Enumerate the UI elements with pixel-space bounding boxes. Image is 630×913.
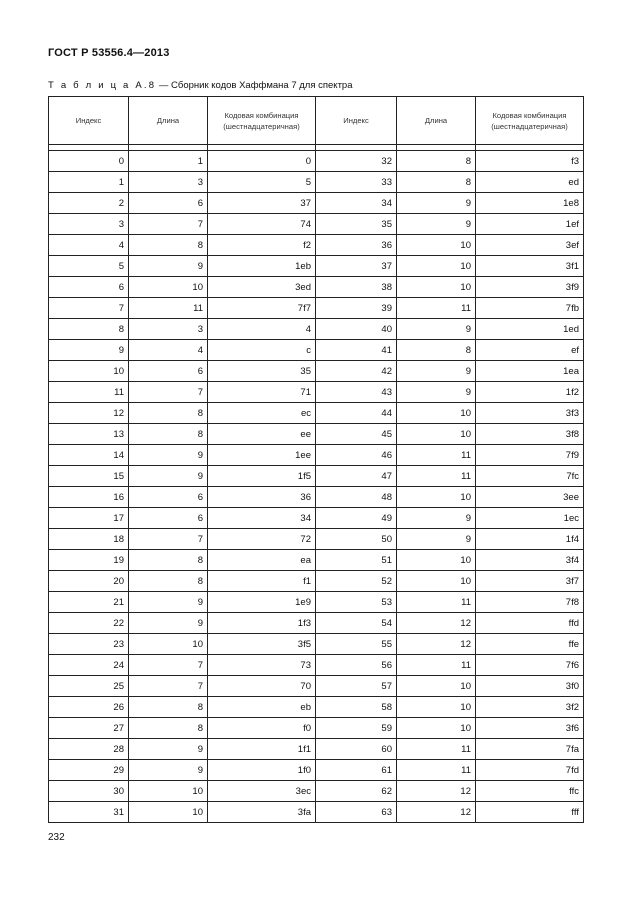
- codeword-cell: f1: [208, 571, 316, 592]
- index-cell: 33: [316, 172, 397, 193]
- index-cell: 47: [316, 466, 397, 487]
- codeword-cell: 1f3: [208, 613, 316, 634]
- index-cell: 18: [49, 529, 129, 550]
- table-row: [49, 655, 584, 676]
- length-cell: 11: [397, 655, 476, 676]
- codeword-cell: ef: [476, 340, 584, 361]
- length-cell: 9: [397, 508, 476, 529]
- table-row: [49, 676, 584, 697]
- index-cell: 27: [49, 718, 129, 739]
- codeword-cell: 3f9: [476, 277, 584, 298]
- index-cell: 21: [49, 592, 129, 613]
- length-cell: 11: [129, 298, 208, 319]
- table-row: [49, 382, 584, 403]
- length-cell: 9: [397, 319, 476, 340]
- index-cell: 26: [49, 697, 129, 718]
- table-row: [49, 298, 584, 319]
- table-row: [49, 760, 584, 781]
- codeword-cell: 72: [208, 529, 316, 550]
- length-cell: 6: [129, 487, 208, 508]
- table-label: Т а б л и ц а А.8: [48, 80, 157, 91]
- index-cell: 30: [49, 781, 129, 802]
- length-cell: 10: [397, 697, 476, 718]
- index-cell: 44: [316, 403, 397, 424]
- table-row: [49, 802, 584, 823]
- codeword-cell: 1f0: [208, 760, 316, 781]
- length-cell: 9: [129, 760, 208, 781]
- table-row: [49, 592, 584, 613]
- table-row: [49, 550, 584, 571]
- codeword-cell: 70: [208, 676, 316, 697]
- codeword-cell: 1f2: [476, 382, 584, 403]
- length-cell: 6: [129, 508, 208, 529]
- length-cell: 11: [397, 760, 476, 781]
- length-cell: 10: [397, 424, 476, 445]
- table-row: [49, 235, 584, 256]
- index-cell: 5: [49, 256, 129, 277]
- header-length-left: Длина: [129, 97, 208, 145]
- codeword-cell: 7f9: [476, 445, 584, 466]
- codeword-cell: c: [208, 340, 316, 361]
- table-row: [49, 739, 584, 760]
- header-length-right: Длина: [397, 97, 476, 145]
- codeword-cell: f2: [208, 235, 316, 256]
- length-cell: 6: [129, 193, 208, 214]
- codeword-cell: 3f1: [476, 256, 584, 277]
- codeword-cell: 4: [208, 319, 316, 340]
- table-row: [49, 508, 584, 529]
- length-cell: 10: [397, 235, 476, 256]
- codeword-cell: ea: [208, 550, 316, 571]
- codeword-cell: 3f3: [476, 403, 584, 424]
- table-row: [49, 424, 584, 445]
- index-cell: 54: [316, 613, 397, 634]
- length-cell: 9: [397, 529, 476, 550]
- codeword-cell: ed: [476, 172, 584, 193]
- codeword-cell: ffc: [476, 781, 584, 802]
- index-cell: 2: [49, 193, 129, 214]
- length-cell: 8: [129, 403, 208, 424]
- length-cell: 7: [129, 676, 208, 697]
- index-cell: 36: [316, 235, 397, 256]
- length-cell: 9: [129, 445, 208, 466]
- index-cell: 51: [316, 550, 397, 571]
- codeword-cell: 3ed: [208, 277, 316, 298]
- length-cell: 10: [397, 571, 476, 592]
- length-cell: 6: [129, 361, 208, 382]
- index-cell: 61: [316, 760, 397, 781]
- index-cell: 16: [49, 487, 129, 508]
- huffman-codebook-table: [48, 96, 584, 823]
- codeword-cell: 34: [208, 508, 316, 529]
- length-cell: 10: [397, 676, 476, 697]
- length-cell: 4: [129, 340, 208, 361]
- codeword-cell: 7fb: [476, 298, 584, 319]
- length-cell: 9: [397, 382, 476, 403]
- table-row: [49, 214, 584, 235]
- codeword-cell: 1e9: [208, 592, 316, 613]
- length-cell: 12: [397, 802, 476, 823]
- length-cell: 1: [129, 151, 208, 172]
- codeword-cell: 1f5: [208, 466, 316, 487]
- length-cell: 8: [129, 697, 208, 718]
- index-cell: 0: [49, 151, 129, 172]
- header-codeword-left: Кодовая комбинация (шестнадцатеричная): [208, 97, 316, 145]
- codeword-cell: 36: [208, 487, 316, 508]
- length-cell: 11: [397, 445, 476, 466]
- length-cell: 12: [397, 634, 476, 655]
- codeword-cell: 3f8: [476, 424, 584, 445]
- index-cell: 1: [49, 172, 129, 193]
- table-row: [49, 361, 584, 382]
- index-cell: 13: [49, 424, 129, 445]
- length-cell: 12: [397, 613, 476, 634]
- length-cell: 11: [397, 466, 476, 487]
- header-codeword-right: Кодовая комбинация (шестнадцатеричная): [476, 97, 584, 145]
- table-row: [49, 445, 584, 466]
- codeword-cell: 3ee: [476, 487, 584, 508]
- table-row: [49, 571, 584, 592]
- index-cell: 11: [49, 382, 129, 403]
- length-cell: 9: [397, 193, 476, 214]
- length-cell: 8: [129, 718, 208, 739]
- codeword-cell: 1ef: [476, 214, 584, 235]
- table-row: [49, 193, 584, 214]
- index-cell: 48: [316, 487, 397, 508]
- length-cell: 7: [129, 529, 208, 550]
- length-cell: 7: [129, 655, 208, 676]
- codeword-cell: 1f1: [208, 739, 316, 760]
- length-cell: 9: [129, 592, 208, 613]
- length-cell: 10: [129, 781, 208, 802]
- length-cell: 11: [397, 739, 476, 760]
- codeword-cell: 3ef: [476, 235, 584, 256]
- length-cell: 7: [129, 214, 208, 235]
- table-row: [49, 487, 584, 508]
- index-cell: 3: [49, 214, 129, 235]
- header-index-right: Индекс: [316, 97, 397, 145]
- codeword-cell: ffd: [476, 613, 584, 634]
- codeword-cell: 7fa: [476, 739, 584, 760]
- index-cell: 7: [49, 298, 129, 319]
- index-cell: 42: [316, 361, 397, 382]
- document-standard-title: ГОСТ Р 53556.4—2013: [48, 47, 170, 59]
- length-cell: 10: [129, 634, 208, 655]
- index-cell: 38: [316, 277, 397, 298]
- length-cell: 10: [397, 487, 476, 508]
- length-cell: 9: [129, 739, 208, 760]
- codeword-cell: 7fc: [476, 466, 584, 487]
- codeword-cell: 3fa: [208, 802, 316, 823]
- index-cell: 17: [49, 508, 129, 529]
- codeword-cell: 1ed: [476, 319, 584, 340]
- length-cell: 9: [397, 361, 476, 382]
- codeword-cell: 35: [208, 361, 316, 382]
- table-row: [49, 319, 584, 340]
- length-cell: 12: [397, 781, 476, 802]
- length-cell: 9: [129, 613, 208, 634]
- length-cell: 10: [397, 403, 476, 424]
- length-cell: 8: [397, 340, 476, 361]
- codeword-cell: 7f6: [476, 655, 584, 676]
- table-row: [49, 613, 584, 634]
- index-cell: 9: [49, 340, 129, 361]
- index-cell: 4: [49, 235, 129, 256]
- length-cell: 10: [397, 256, 476, 277]
- index-cell: 49: [316, 508, 397, 529]
- index-cell: 23: [49, 634, 129, 655]
- length-cell: 3: [129, 172, 208, 193]
- codeword-cell: eb: [208, 697, 316, 718]
- index-cell: 62: [316, 781, 397, 802]
- length-cell: 9: [129, 256, 208, 277]
- length-cell: 8: [129, 550, 208, 571]
- table-row: [49, 172, 584, 193]
- page-number: 232: [48, 832, 65, 843]
- table-row: [49, 277, 584, 298]
- length-cell: 9: [397, 214, 476, 235]
- length-cell: 7: [129, 382, 208, 403]
- index-cell: 37: [316, 256, 397, 277]
- codeword-cell: ffe: [476, 634, 584, 655]
- length-cell: 10: [129, 802, 208, 823]
- codeword-cell: 3f6: [476, 718, 584, 739]
- codeword-cell: 1e8: [476, 193, 584, 214]
- codeword-cell: 7f7: [208, 298, 316, 319]
- codeword-cell: 0: [208, 151, 316, 172]
- codeword-cell: 3f5: [208, 634, 316, 655]
- index-cell: 31: [49, 802, 129, 823]
- index-cell: 46: [316, 445, 397, 466]
- index-cell: 24: [49, 655, 129, 676]
- length-cell: 3: [129, 319, 208, 340]
- index-cell: 63: [316, 802, 397, 823]
- length-cell: 8: [397, 151, 476, 172]
- table-row: [49, 340, 584, 361]
- index-cell: 34: [316, 193, 397, 214]
- length-cell: 8: [129, 571, 208, 592]
- codeword-cell: f3: [476, 151, 584, 172]
- table-caption: [48, 80, 352, 91]
- index-cell: 57: [316, 676, 397, 697]
- index-cell: 59: [316, 718, 397, 739]
- table-row: [49, 634, 584, 655]
- codeword-cell: 1ec: [476, 508, 584, 529]
- index-cell: 60: [316, 739, 397, 760]
- codeword-cell: 74: [208, 214, 316, 235]
- codeword-cell: 1ea: [476, 361, 584, 382]
- codeword-cell: 1eb: [208, 256, 316, 277]
- index-cell: 39: [316, 298, 397, 319]
- index-cell: 53: [316, 592, 397, 613]
- codeword-cell: ee: [208, 424, 316, 445]
- index-cell: 19: [49, 550, 129, 571]
- index-cell: 20: [49, 571, 129, 592]
- index-cell: 35: [316, 214, 397, 235]
- length-cell: 11: [397, 592, 476, 613]
- index-cell: 41: [316, 340, 397, 361]
- codeword-cell: 3f7: [476, 571, 584, 592]
- index-cell: 55: [316, 634, 397, 655]
- table-row: [49, 697, 584, 718]
- index-cell: 40: [316, 319, 397, 340]
- length-cell: 9: [129, 466, 208, 487]
- codeword-cell: 73: [208, 655, 316, 676]
- table-row: [49, 781, 584, 802]
- codeword-cell: 3f2: [476, 697, 584, 718]
- index-cell: 28: [49, 739, 129, 760]
- index-cell: 58: [316, 697, 397, 718]
- length-cell: 10: [129, 277, 208, 298]
- codeword-cell: 7fd: [476, 760, 584, 781]
- index-cell: 52: [316, 571, 397, 592]
- codeword-cell: 3f0: [476, 676, 584, 697]
- codeword-cell: 3ec: [208, 781, 316, 802]
- codeword-cell: 37: [208, 193, 316, 214]
- table-row: [49, 151, 584, 172]
- index-cell: 56: [316, 655, 397, 676]
- table-row: [49, 529, 584, 550]
- index-cell: 32: [316, 151, 397, 172]
- table-row: [49, 403, 584, 424]
- codeword-cell: 5: [208, 172, 316, 193]
- index-cell: 6: [49, 277, 129, 298]
- index-cell: 25: [49, 676, 129, 697]
- length-cell: 10: [397, 550, 476, 571]
- index-cell: 43: [316, 382, 397, 403]
- codeword-cell: 71: [208, 382, 316, 403]
- codeword-cell: 7f8: [476, 592, 584, 613]
- table-title: — Сборник кодов Хаффмана 7 для спектра: [156, 80, 353, 91]
- header-index-left: Индекс: [49, 97, 129, 145]
- codeword-cell: f0: [208, 718, 316, 739]
- table-header-row: [49, 97, 584, 145]
- table-body: [49, 151, 584, 823]
- table-row: [49, 718, 584, 739]
- length-cell: 8: [129, 235, 208, 256]
- codeword-cell: fff: [476, 802, 584, 823]
- codeword-cell: 1f4: [476, 529, 584, 550]
- index-cell: 29: [49, 760, 129, 781]
- length-cell: 11: [397, 298, 476, 319]
- index-cell: 50: [316, 529, 397, 550]
- table-row: [49, 256, 584, 277]
- index-cell: 10: [49, 361, 129, 382]
- index-cell: 45: [316, 424, 397, 445]
- index-cell: 8: [49, 319, 129, 340]
- codeword-cell: 3f4: [476, 550, 584, 571]
- length-cell: 10: [397, 277, 476, 298]
- index-cell: 12: [49, 403, 129, 424]
- index-cell: 22: [49, 613, 129, 634]
- length-cell: 10: [397, 718, 476, 739]
- index-cell: 15: [49, 466, 129, 487]
- length-cell: 8: [397, 172, 476, 193]
- codeword-cell: 1ee: [208, 445, 316, 466]
- table-row: [49, 466, 584, 487]
- codeword-cell: ec: [208, 403, 316, 424]
- length-cell: 8: [129, 424, 208, 445]
- index-cell: 14: [49, 445, 129, 466]
